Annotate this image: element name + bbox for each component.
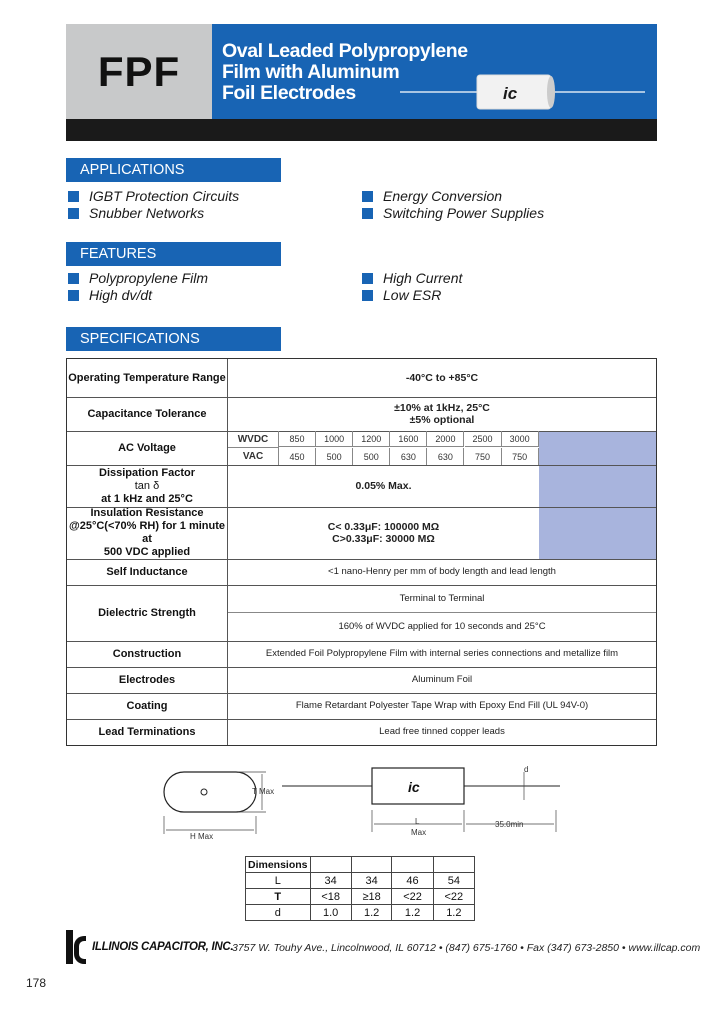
vac-cell: 500 (316, 448, 353, 465)
list-item: High Current (362, 270, 462, 286)
table-row (67, 359, 656, 398)
list-item: Low ESR (362, 287, 441, 303)
d-label: d (524, 765, 529, 774)
spec-label: Dielectric Strength (67, 585, 228, 641)
dimension-drawing (150, 760, 570, 845)
spec-label: Operating Temperature Range (67, 359, 228, 397)
page-number: 178 (26, 976, 47, 990)
capacitor-product-icon (395, 70, 657, 110)
vac-cell: 750 (502, 448, 539, 465)
spec-label: Dissipation Factor tan δ at 1 kHz and 25°C (67, 465, 228, 507)
spec-label: Coating (67, 693, 228, 719)
table-row (67, 397, 656, 432)
spec-value: Flame Retardant Polyester Tape Wrap with Epoxy End Fill (UL 94V-0) (295, 700, 589, 711)
dimensions-table (245, 856, 475, 921)
vac-cell: 750 (465, 448, 502, 465)
wvdc-cell: 2500 (465, 431, 502, 447)
title-line-2: Film with Aluminum (222, 61, 400, 83)
bullet-square-icon (68, 273, 79, 284)
wvdc-label: WVDC (228, 431, 279, 448)
list-item: Polypropylene Film (68, 270, 208, 286)
dims-header: Dimensions (246, 857, 311, 873)
spec-label: Insulation Resistance @25°C(<70% RH) for 1 minute at 500 VDC applied (67, 507, 228, 559)
table-row: d 1.0 1.2 1.2 1.2 (246, 905, 475, 921)
specifications-heading: SPECIFICATIONS (66, 327, 281, 351)
h-max-label: H Max (190, 832, 214, 841)
lead-length-label: 35.0min (495, 820, 524, 829)
list-item: IGBT Protection Circuits (68, 188, 239, 204)
spec-value: C< 0.33μF: 100000 MΩ C>0.33μF: 30000 MΩ (327, 521, 440, 545)
header-black-band (66, 119, 657, 141)
spec-label: Capacitance Tolerance (67, 397, 228, 431)
list-item: High dv/dt (68, 287, 152, 303)
spec-value: Terminal to Terminal (228, 585, 656, 613)
spec-label: Construction (67, 641, 228, 667)
list-item: Switching Power Supplies (362, 205, 544, 221)
company-address: 3757 W. Touhy Ave., Lincolnwood, IL 60712 • (847) 675-1760 • Fax (347) 673-2850 • www.illcap.com (232, 942, 701, 954)
bullet-square-icon (362, 191, 373, 202)
bullet-square-icon (68, 290, 79, 301)
wvdc-cell: 1600 (390, 431, 427, 447)
title-line-3: Foil Electrodes (222, 82, 356, 104)
features-heading: FEATURES (66, 242, 281, 266)
table-row (67, 641, 656, 668)
bullet-square-icon (362, 273, 373, 284)
spec-value: Lead free tinned copper leads (379, 726, 505, 737)
wvdc-cell: 1000 (316, 431, 353, 447)
spec-value: 160% of WVDC applied for 10 seconds and 25°C (338, 621, 546, 632)
table-row (67, 465, 656, 508)
list-item: Energy Conversion (362, 188, 502, 204)
applications-heading: APPLICATIONS (66, 158, 281, 182)
spec-value: <1 nano-Henry per mm of body length and lead length (328, 566, 556, 577)
spec-value: 0.05% Max. (355, 480, 412, 492)
spec-value: -40°C to +85°C (405, 372, 479, 384)
ac-voltage-grid (228, 431, 539, 465)
bullet-square-icon (362, 208, 373, 219)
table-row (67, 507, 656, 560)
spec-value: Extended Foil Polypropylene Film with internal series connections and metallize film (265, 648, 619, 659)
capacitor-logo-small: ic (408, 779, 420, 795)
table-row (67, 693, 656, 720)
spec-label: Electrodes (67, 667, 228, 693)
company-logo-icon (66, 922, 88, 966)
vac-cell: 450 (279, 448, 316, 465)
l-label: L (415, 817, 420, 826)
max-label: Max (411, 828, 427, 837)
bullet-square-icon (68, 208, 79, 219)
wvdc-cell: 2000 (427, 431, 464, 447)
title-line-1: Oval Leaded Polypropylene (222, 40, 468, 62)
vac-cell: 500 (353, 448, 390, 465)
vac-cell: 630 (427, 448, 464, 465)
bullet-square-icon (362, 290, 373, 301)
table-row (67, 667, 656, 694)
specifications-table (66, 358, 657, 746)
wvdc-cell: 850 (279, 431, 316, 447)
table-row: L 34 34 46 54 (246, 873, 475, 889)
vac-cell: 630 (390, 448, 427, 465)
wvdc-cell: 1200 (353, 431, 390, 447)
company-name: ILLINOIS CAPACITOR, INC. (92, 941, 234, 953)
bullet-square-icon (68, 191, 79, 202)
table-row (246, 857, 475, 873)
table-row: T <18 ≥18 <22 <22 (246, 889, 475, 905)
spec-label: Self Inductance (67, 559, 228, 585)
oval-end-view (164, 772, 256, 812)
wvdc-cell: 3000 (502, 431, 539, 447)
spec-value: Aluminum Foil (411, 674, 473, 685)
table-row (67, 559, 656, 586)
spec-label: AC Voltage (67, 431, 228, 465)
table-row (67, 585, 656, 642)
table-row (67, 719, 656, 745)
vac-label: VAC (228, 448, 279, 465)
t-max-label: T Max (252, 787, 275, 796)
spec-label: Lead Terminations (67, 719, 228, 745)
spec-value: ±10% at 1kHz, 25°C ±5% optional (394, 402, 490, 426)
list-item: Snubber Networks (68, 205, 204, 221)
capacitor-logo: ic (503, 84, 518, 103)
series-code: FPF (97, 47, 181, 95)
